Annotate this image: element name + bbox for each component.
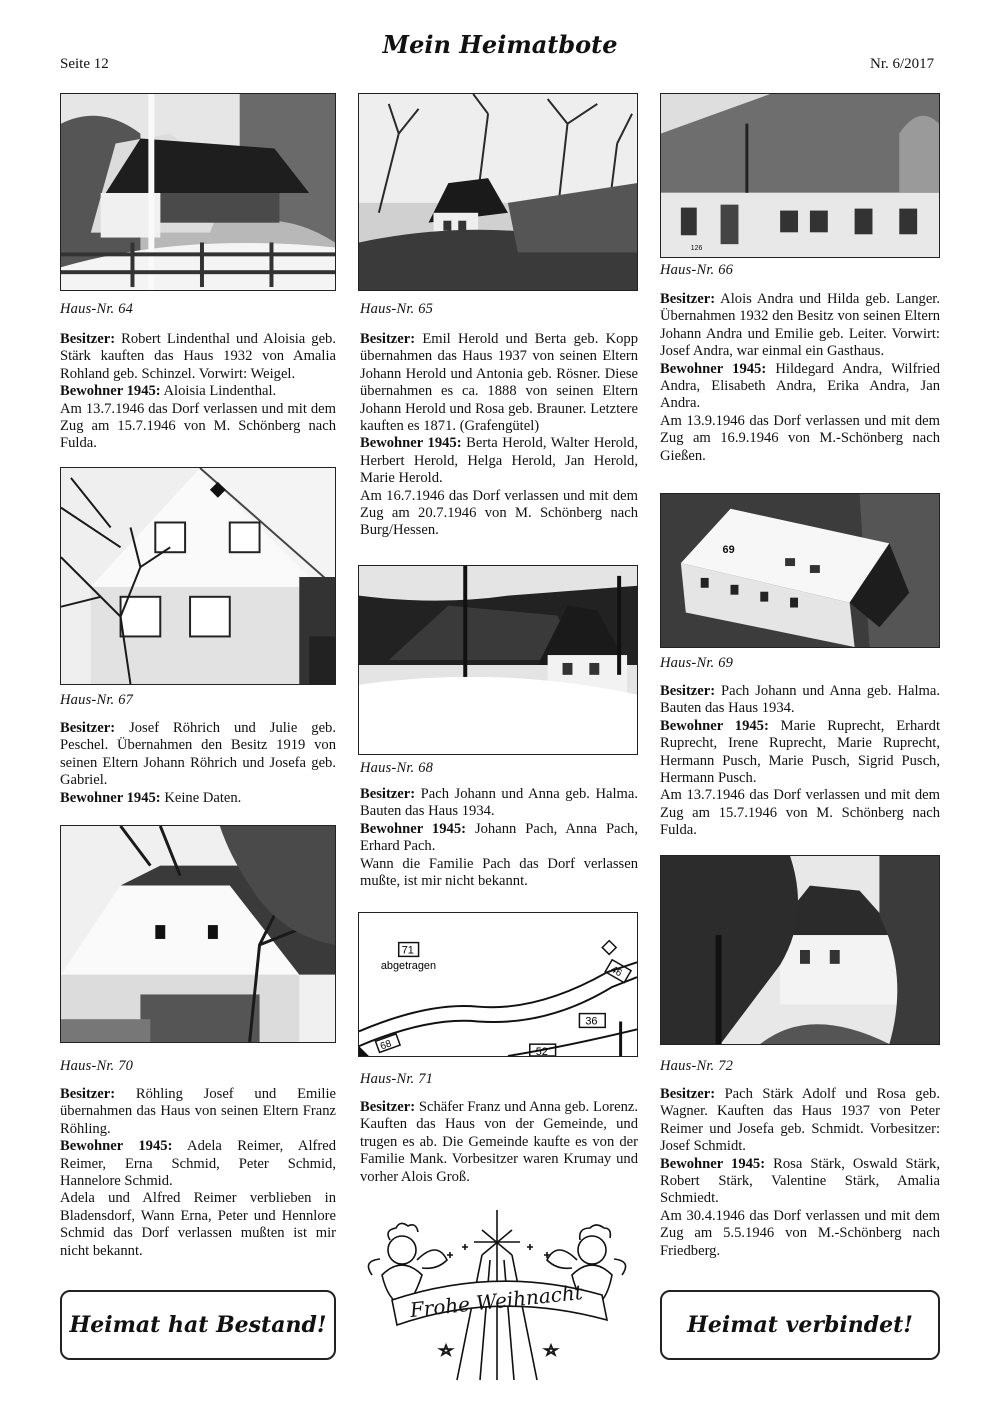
page-number: Seite 12	[60, 56, 109, 72]
info-house-67	[60, 720, 336, 807]
owner-label: Besitzer:	[360, 331, 416, 347]
departure-text: Am 16.7.1946 das Dorf verlassen und mit dem Zug am 20.7.1946 von M. Schönberg nach Burg/Hessen.	[360, 487, 638, 539]
map-house-71	[358, 912, 638, 1057]
photo-number-label: 126	[690, 245, 703, 253]
owner-label: Besitzer:	[660, 291, 716, 307]
photo-house-69	[660, 493, 940, 648]
photo-number-label: 69	[722, 544, 735, 557]
residents-text: Berta Herold, Walter Herold, Herbert Herold, Helga Herold, Jan Herold, Marie Herold.	[360, 435, 639, 487]
map-label-68: 68	[378, 1038, 394, 1053]
owner-text: Röhling Josef und Emilie übernahmen das Haus von seinen Eltern Franz Röhling.	[60, 1086, 336, 1137]
info-house-65	[360, 331, 638, 540]
owner-label: Besitzer:	[360, 786, 416, 802]
caption-house-72: Haus-Nr. 72	[660, 1058, 734, 1074]
map-label-52: 52	[535, 1046, 548, 1056]
residents-text: Aloisia Lindenthal.	[163, 383, 277, 400]
owner-text: Pach Johann und Anna geb. Halma. Bauten das Haus 1934.	[360, 786, 639, 820]
residents-label: Bewohner 1945:	[660, 717, 769, 734]
owner-text: Pach Stärk Adolf und Rosa geb. Wagner. Kauften das Haus 1937 von Peter Reimer und Josefa geb. Schmidt. Vorbesitzer: Josef Schmidt.	[660, 1086, 940, 1155]
photo-house-66	[660, 93, 940, 258]
residents-text: Marie Ruprecht, Erhardt Ruprecht, Irene Ruprecht, Marie Ruprecht, Hermann Pusch, Marie Pusch, Sigrid Pusch, Hermann Pusch.	[660, 717, 940, 787]
banner-heimat-verbindet: Heimat verbindet!	[660, 1290, 940, 1360]
owner-label: Besitzer:	[60, 720, 116, 736]
residents-label: Bewohner 1945:	[60, 383, 161, 400]
masthead-title: Mein Heimatbote	[382, 30, 618, 59]
owner-text: Pach Johann und Anna geb. Halma. Bauten das Haus 1934.	[660, 683, 940, 717]
caption-house-70: Haus-Nr. 70	[60, 1058, 134, 1074]
frohe-weihnacht-label: Frohe Weihnacht	[408, 1280, 584, 1323]
residents-text: Keine Daten.	[164, 789, 242, 806]
photo-house-65	[358, 93, 638, 291]
residents-label: Bewohner 1945:	[60, 1138, 173, 1155]
christmas-illustration	[362, 1205, 632, 1385]
issue-number: Nr. 6/2017	[870, 56, 935, 72]
caption-house-64: Haus-Nr. 64	[60, 301, 134, 317]
map-label-36: 36	[585, 1015, 598, 1028]
owner-label: Besitzer:	[60, 1086, 116, 1102]
owner-text: Emil Herold und Berta geb. Kopp übernahmen das Haus 1937 von seinen Eltern Johann Herold und Antonia geb. Rösner. Diese übernahmen es ca. 1888 von seinen Eltern Johann Herold und Rosa geb. Brauner. Letztere kauften es 1871. (Grafengütel)	[360, 331, 638, 435]
caption-house-68: Haus-Nr. 68	[360, 760, 434, 776]
caption-house-66: Haus-Nr. 66	[660, 262, 734, 278]
residents-text: Hildegard Andra, Wilfried Andra, Elisabeth Andra, Erika Andra, Jan Andra.	[660, 360, 940, 412]
caption-house-71: Haus-Nr. 71	[360, 1071, 434, 1087]
caption-house-67: Haus-Nr. 67	[60, 692, 134, 708]
photo-house-64	[60, 93, 336, 291]
owner-text: Robert Lindenthal und Aloisia geb. Stärk kauften das Haus 1932 von Amalia Rohland geb. Schinzel. Vorwirt: Weigel.	[60, 331, 336, 382]
residents-text: Adela Reimer, Alfred Reimer, Erna Schmid, Peter Schmid, Hannelore Schmid.	[60, 1138, 337, 1190]
info-house-64	[60, 331, 336, 453]
photo-house-67	[60, 467, 336, 685]
banner-heimat-hat-bestand: Heimat hat Bestand!	[60, 1290, 336, 1360]
departure-text: Adela und Alfred Reimer verblieben in Bladensdorf, Wann Erna, Peter und Hennlore Schmid das Dorf verlassen mußten ist mir nicht bekannt.	[60, 1190, 336, 1259]
info-house-69	[660, 683, 940, 840]
info-house-66	[660, 291, 940, 465]
residents-label: Bewohner 1945:	[360, 820, 466, 837]
caption-house-65: Haus-Nr. 65	[360, 301, 434, 317]
departure-text: Am 13.9.1946 das Dorf verlassen und mit dem Zug am 16.9.1946 von M.-Schönberg nach Gießen.	[660, 412, 940, 464]
owner-label: Besitzer:	[660, 1086, 716, 1102]
owner-label: Besitzer:	[360, 1099, 416, 1115]
map-label-abgetragen: abgetragen	[380, 960, 437, 973]
owner-label: Besitzer:	[60, 331, 116, 347]
map-label-46: 46	[608, 964, 624, 980]
owner-label: Besitzer:	[660, 683, 716, 699]
departure-text: Am 13.7.1946 das Dorf verlassen und mit dem Zug am 15.7.1946 von M. Schönberg nach Fulda.	[660, 787, 940, 839]
residents-label: Bewohner 1945:	[660, 1155, 766, 1172]
owner-text: Josef Röhrich und Julie geb. Peschel. Übernahmen den Besitz 1919 von seinen Eltern Johann Röhrich und Josefa geb. Gabriel.	[60, 720, 337, 789]
residents-text: Rosa Stärk, Oswald Stärk, Robert Stärk, Valentine Stärk, Amalia Schmiedt.	[660, 1155, 940, 1207]
departure-text: Wann die Familie Pach das Dorf verlassen mußte, ist mir nicht bekannt.	[360, 855, 638, 890]
photo-house-70	[60, 825, 336, 1043]
owner-text: Schäfer Franz und Anna geb. Lorenz. Kauften das Haus von der Gemeinde, und trugen es ab. Die Gemeinde kaufte es von der Familie Mank. Vorbesitzer waren Krumay und vorher Alois Groß.	[360, 1099, 639, 1185]
residents-label: Bewohner 1945:	[660, 360, 767, 377]
residents-label: Bewohner 1945:	[60, 789, 161, 806]
map-label-71: 71	[401, 944, 414, 957]
photo-house-68	[358, 565, 638, 755]
residents-label: Bewohner 1945:	[360, 435, 462, 452]
caption-house-69: Haus-Nr. 69	[660, 655, 734, 671]
residents-text: Johann Pach, Anna Pach, Erhard Pach.	[360, 820, 638, 855]
info-house-71	[360, 1099, 638, 1186]
departure-text: Am 13.7.1946 das Dorf verlassen und mit dem Zug am 15.7.1946 von M. Schönberg nach Fulda.	[60, 400, 336, 452]
departure-text: Am 30.4.1946 das Dorf verlassen und mit dem Zug am 5.5.1946 von M.-Schönberg nach Friedberg.	[660, 1207, 940, 1259]
owner-text: Alois Andra und Hilda geb. Langer. Übernahmen 1932 den Besitz von seinen Eltern Johann Andra und Emilie geb. Leiter. Vorwirt: Josef Andra, war einmal ein Gasthaus.	[660, 291, 940, 360]
info-house-68	[360, 786, 638, 890]
photo-house-72	[660, 855, 940, 1045]
info-house-72	[660, 1086, 940, 1260]
info-house-70	[60, 1086, 336, 1260]
